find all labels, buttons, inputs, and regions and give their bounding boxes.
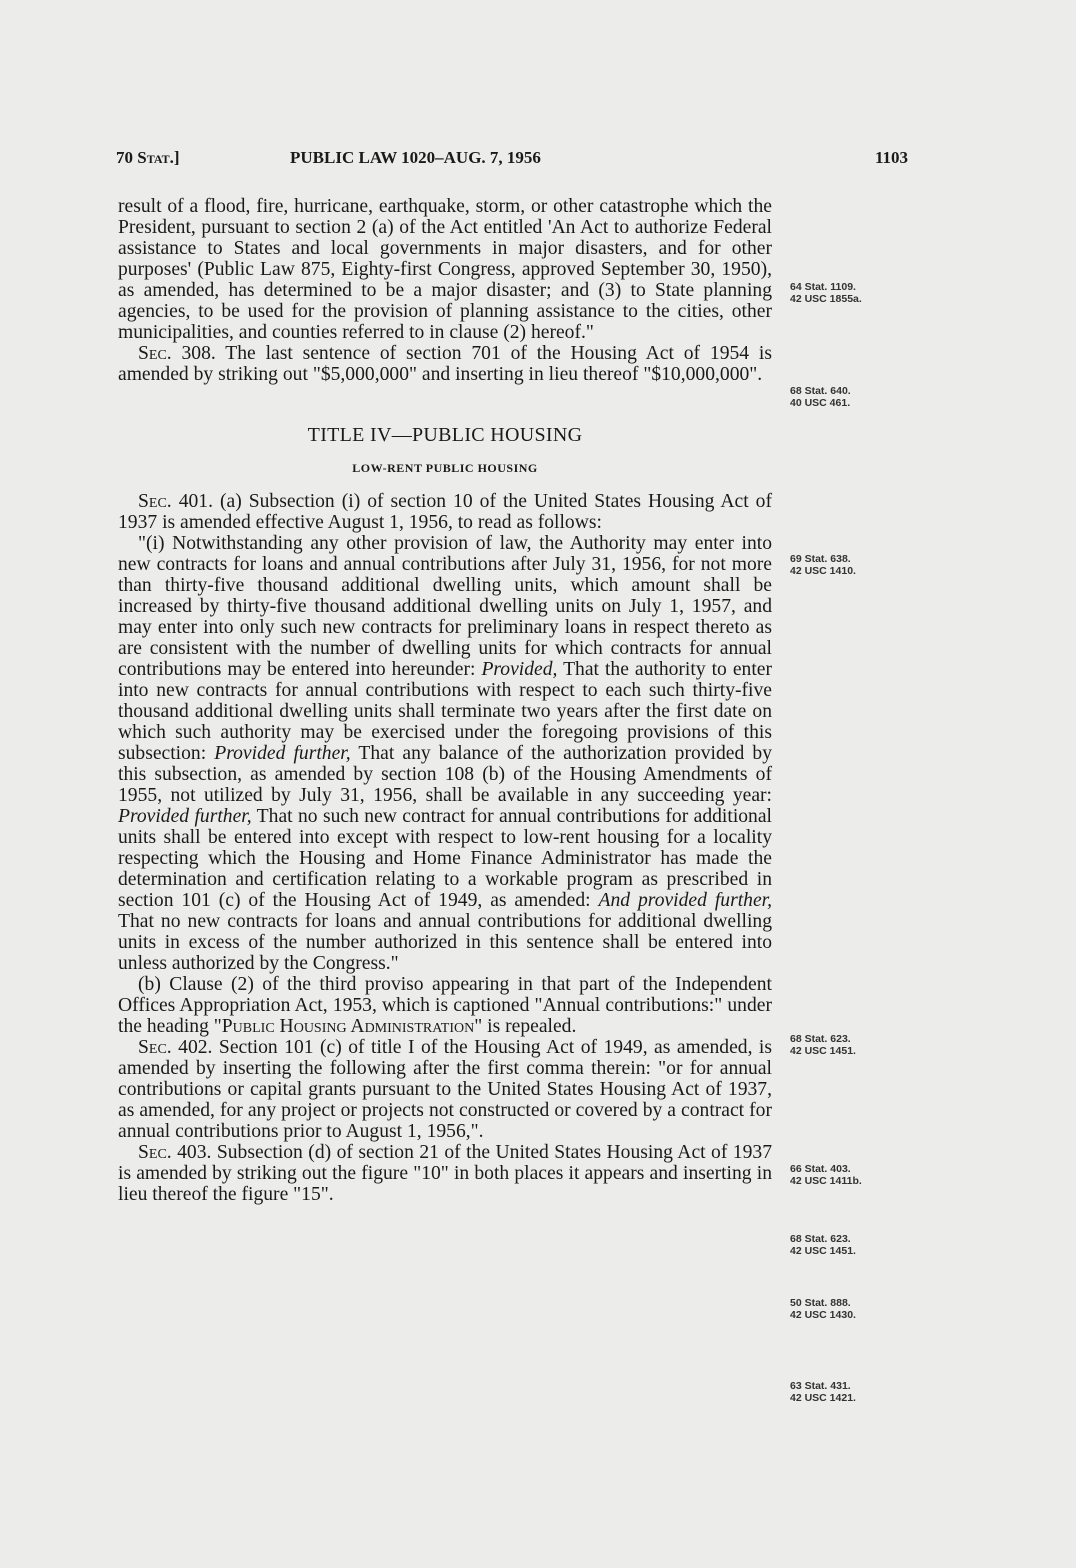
margin-note: 69 Stat. 638. 42 USC 1410. xyxy=(790,553,856,577)
paragraph-sec-402: Sec. 402. Section 101 (c) of title I of the Housing Act of 1949, as amended, is amended by inserting the following after the first comma therein: "or for annual contributions or capital grants pursuant to the United States Housing Act of 1937, as amended, for any project or projects not constructed or covered by a contract for annual contributions prior to August 1, 1956,". xyxy=(118,1037,773,1142)
subtitle-heading: LOW-RENT PUBLIC HOUSING xyxy=(352,461,538,475)
running-title: PUBLIC LAW 1020–AUG. 7, 1956 xyxy=(290,148,541,167)
paragraph-clause-b: (b) Clause (2) of the third proviso appearing in that part of the Independent Offices Appropriation Act, 1953, which is captioned "Annual contributions:" under the heading "Public Housing Administration" is repealed. xyxy=(118,974,772,1037)
margin-note: 68 Stat. 623. 42 USC 1451. xyxy=(790,1233,856,1257)
section-label: Sec. 401. xyxy=(138,491,213,512)
section-label: Sec. 403. xyxy=(138,1142,212,1163)
paragraph-sec-403: Sec. 403. Subsection (d) of section 21 of the United States Housing Act of 1937 is amended by striking out the figure "10" in both places it appears and inserting in lieu thereof the figure "15". xyxy=(118,1142,772,1205)
paragraph-subsection-i: "(i) Notwithstanding any other provision of law, the Authority may enter into new contracts for loans and annual contributions after July 31, 1956, for not more than thirty-five thousand additional dwelling units, which amount shall be increased by thirty-five thousand additional dwelling units on July 1, 1957, and may enter into only such new contracts for preliminary loans in respect thereto as are consistent with the number of dwelling units for which contracts for annual contributions may be entered into hereunder: Provided, That the authority to enter into new contracts for annual contributions with respect to each such thirty-five thousand additional dwelling units shall terminate two years after the first date on which such authority may be exercised under the foregoing provisions of this subsection: Provided further, That any balance of the authorization provided by this subsection, as amended by section 108 (b) of the Housing Amendments of 1955, not utilized by July 31, 1956, shall be available in any succeeding year: Provided further, That no such new contract for annual contributions for additional units shall be entered into except with respect to low-rent housing for a locality respecting which the Housing and Home Finance Administrator has made the determination and certification relating to a workable program as prescribed in section 101 (c) of the Housing Act of 1949, as amended: And provided further, That no new contracts for loans and annual contributions for additional dwelling units in excess of the number authorized in this sentence shall be entered into unless authorized by the Congress." xyxy=(118,533,772,974)
statute-volume: 70 Stat.] xyxy=(116,148,180,167)
paragraph-sec-401: Sec. 401. (a) Subsection (i) of section 10 of the United States Housing Act of 1937 is amended effective August 1, 1956, to read as follows: xyxy=(118,491,773,533)
margin-note: 68 Stat. 640. 40 USC 461. xyxy=(790,385,851,409)
margin-note: 66 Stat. 403. 42 USC 1411b. xyxy=(790,1163,862,1187)
title-heading: TITLE IV—PUBLIC HOUSING xyxy=(307,424,583,446)
margin-note: 63 Stat. 431. 42 USC 1421. xyxy=(790,1380,856,1404)
section-label: Sec. 308. xyxy=(138,343,216,364)
paragraph-sec-308: Sec. 308. The last sentence of section 701 of the Housing Act of 1954 is amended by striking out "$5,000,000" and inserting in lieu thereof "$10,000,000". xyxy=(118,343,772,385)
margin-note: 50 Stat. 888. 42 USC 1430. xyxy=(790,1297,856,1321)
margin-note: 68 Stat. 623. 42 USC 1451. xyxy=(790,1033,856,1057)
section-label: Sec. 402. xyxy=(138,1037,213,1058)
margin-note: 64 Stat. 1109. 42 USC 1855a. xyxy=(790,281,862,305)
page-number: 1103 xyxy=(874,148,908,167)
paragraph-continuation: result of a flood, fire, hurricane, earthquake, storm, or other catastrophe which the President, pursuant to section 2 (a) of the Act entitled 'An Act to authorize Federal assistance to States and local governments in major disasters, and for other purposes' (Public Law 875, Eighty-first Congress, approved September 30, 1950), as amended, has determined to be a major disaster; and (3) to State planning agencies, to be used for the provision of planning assistance to the cities, other municipalities, and counties referred to in clause (2) hereof." xyxy=(118,196,772,343)
